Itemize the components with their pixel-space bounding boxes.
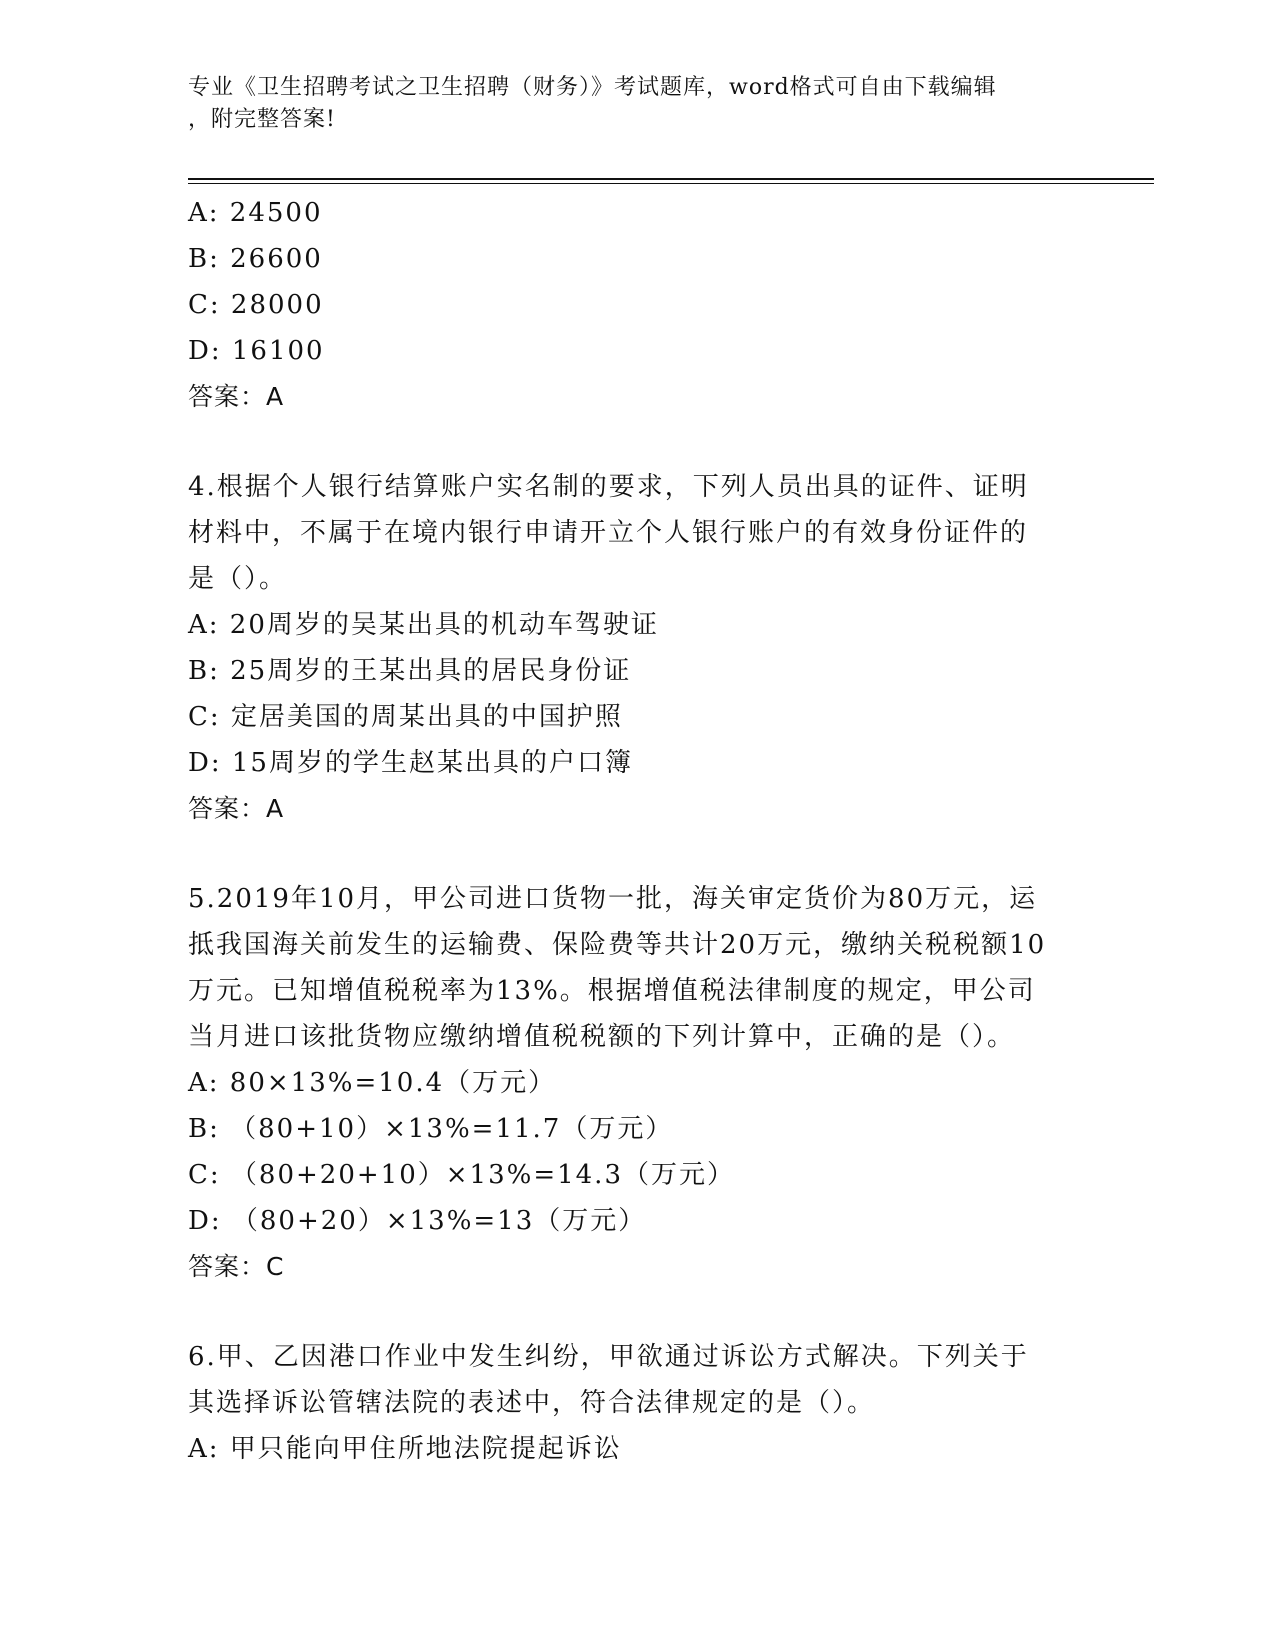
question-stem-line: 6.甲、乙因港口作业中发生纠纷，甲欲通过诉讼方式解决。下列关于 xyxy=(188,1342,1029,1372)
option-a: A: 20周岁的吴某出具的机动车驾驶证 xyxy=(188,610,659,640)
option-d: D: （80+20）×13%=13（万元） xyxy=(188,1206,647,1236)
header-line-2: ，附完整答案! xyxy=(188,107,336,132)
question-6 xyxy=(188,1334,1108,1472)
question-stem-line: 5.2019年10月，甲公司进口货物一批，海关审定货价为80万元，运 xyxy=(188,884,1038,914)
question-stem-line: 是（）。 xyxy=(188,564,288,594)
header-line-1: 专业《卫生招聘考试之卫生招聘（财务）》考试题库，word格式可自由下载编辑 xyxy=(188,75,997,100)
option-b: B: （80+10）×13%=11.7（万元） xyxy=(188,1114,674,1144)
question-5 xyxy=(188,876,1108,1290)
header-divider-thick xyxy=(188,178,1154,180)
question-stem-line: 其选择诉讼管辖法院的表述中，符合法律规定的是（）。 xyxy=(188,1388,876,1418)
question-4 xyxy=(188,464,1108,832)
option-a: A: 24500 xyxy=(188,198,323,228)
question-stem-line: 当月进口该批货物应缴纳增值税税额的下列计算中，正确的是（）。 xyxy=(188,1022,1016,1052)
option-d: D: 16100 xyxy=(188,336,325,366)
option-c: C: （80+20+10）×13%=14.3（万元） xyxy=(188,1160,735,1190)
answer: 答案：A xyxy=(188,382,285,411)
option-a: A: 甲只能向甲住所地法院提起诉讼 xyxy=(188,1434,622,1464)
question-stem-line: 4.根据个人银行结算账户实名制的要求，下列人员出具的证件、证明 xyxy=(188,472,1029,502)
answer: 答案：C xyxy=(188,1252,285,1281)
question-3 xyxy=(188,190,1108,420)
answer: 答案：A xyxy=(188,794,285,823)
document-header xyxy=(188,72,1088,136)
option-b: B: 25周岁的王某出具的居民身份证 xyxy=(188,656,632,686)
document-body xyxy=(188,190,1108,1472)
question-stem-line: 材料中，不属于在境内银行申请开立个人银行账户的有效身份证件的 xyxy=(188,518,1029,548)
option-b: B: 26600 xyxy=(188,244,323,274)
option-c: C: 28000 xyxy=(188,290,324,320)
option-c: C: 定居美国的周某出具的中国护照 xyxy=(188,702,623,732)
option-d: D: 15周岁的学生赵某出具的户口簿 xyxy=(188,748,633,778)
option-a: A: 80×13%=10.4（万元） xyxy=(188,1068,557,1098)
header-divider-thin xyxy=(188,183,1154,184)
question-stem-line: 万元。已知增值税税率为13%。根据增值税法律制度的规定，甲公司 xyxy=(188,976,1036,1006)
question-stem-line: 抵我国海关前发生的运输费、保险费等共计20万元，缴纳关税税额10 xyxy=(188,930,1047,960)
